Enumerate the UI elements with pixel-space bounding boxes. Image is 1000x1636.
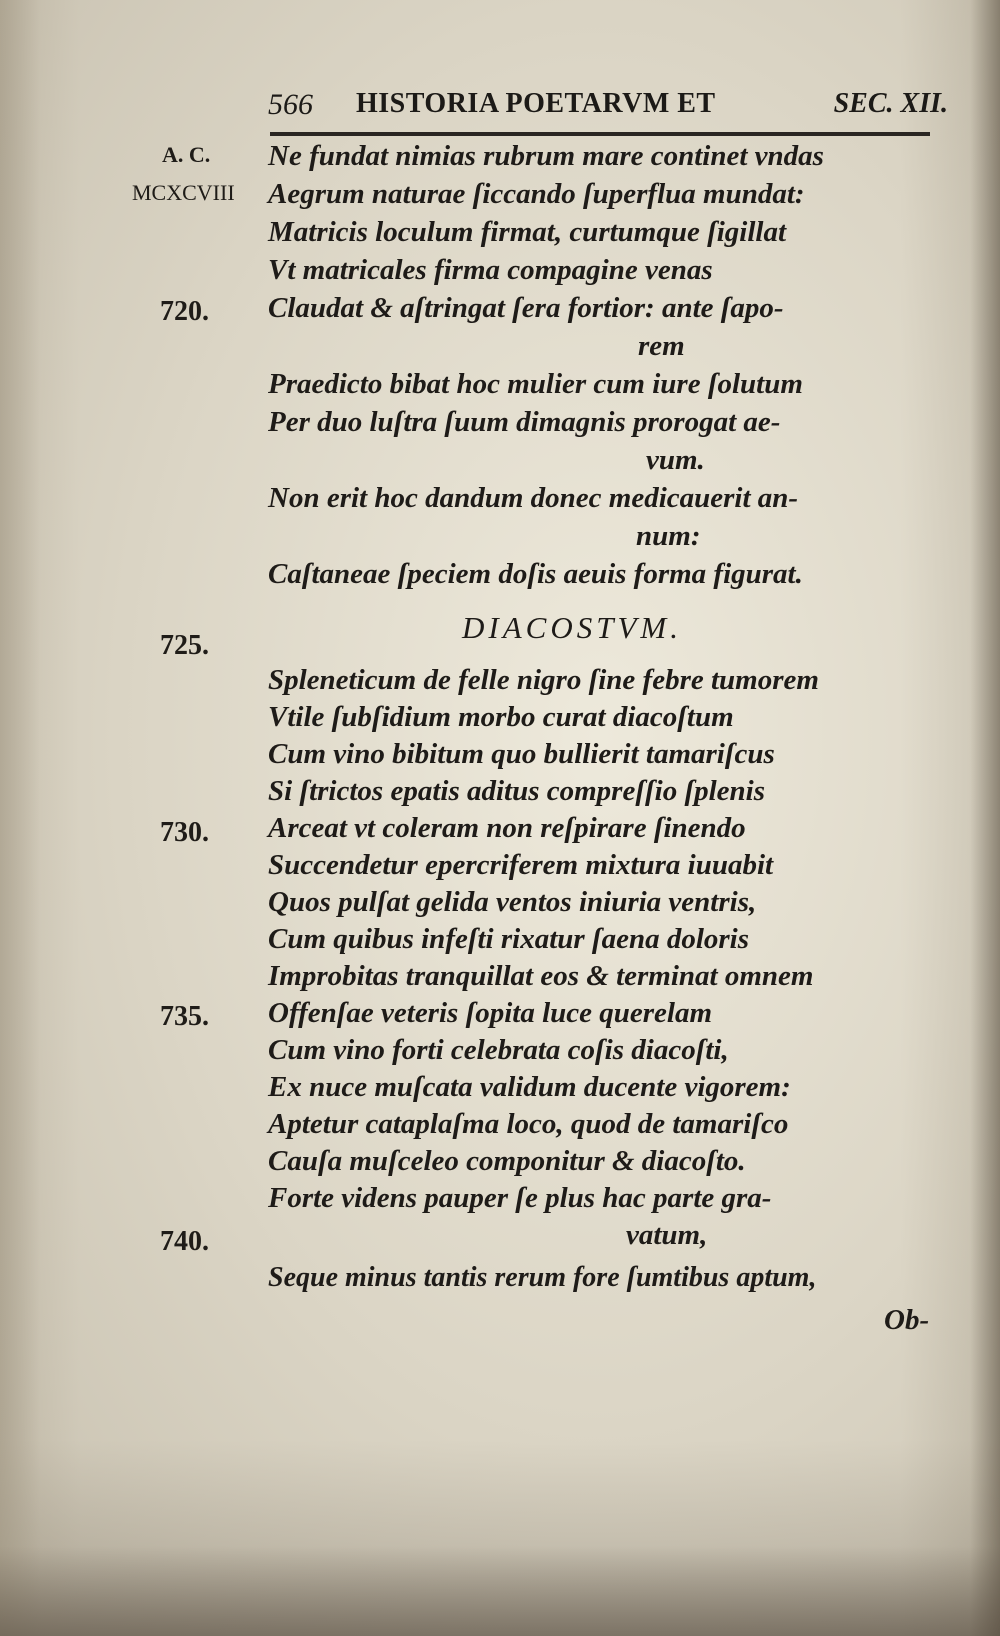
page-left-edge-shadow bbox=[0, 0, 40, 1636]
verse-line: Ex nuce muſcata validum ducente vigorem: bbox=[268, 1071, 791, 1103]
verse-line: Forte videns pauper ſe plus hac parte gra- bbox=[268, 1182, 772, 1214]
verse-continuation: rem bbox=[638, 330, 685, 362]
section-reference: SEC. XII. bbox=[833, 88, 948, 119]
verse-line: Praedicto bibat hoc mulier cum iure ſolutum bbox=[268, 368, 803, 400]
verse-line: Offenſae veteris ſopita luce querelam bbox=[268, 997, 713, 1029]
verse-line: Succendetur epercriferem mixtura iuuabit bbox=[268, 849, 774, 881]
verse-line: Cum vino forti celebrata coſis diacoſti, bbox=[268, 1034, 729, 1066]
line-number: 720. bbox=[160, 296, 209, 327]
verse-line: Improbitas tranquillat eos & terminat omnem bbox=[268, 960, 814, 992]
page-bottom-shadow bbox=[0, 1546, 1000, 1636]
verse-line: Cum vino bibitum quo bullierit tamariſcus bbox=[268, 738, 775, 770]
verse-continuation: vum. bbox=[646, 444, 705, 476]
verse-continuation: num: bbox=[636, 520, 701, 552]
page-right-edge-shadow bbox=[970, 0, 1000, 1636]
verse-line: Cauſa muſceleo componitur & diacoſto. bbox=[268, 1145, 746, 1177]
verse-line: Aptetur cataplaſma loco, quod de tamariſco bbox=[268, 1108, 789, 1140]
verse-continuation: vatum, bbox=[626, 1219, 708, 1251]
running-title: HISTORIA POETARVM ET bbox=[356, 88, 716, 119]
header-rule bbox=[270, 132, 930, 136]
margin-era: A. C. bbox=[162, 142, 211, 167]
verse-line: Caſtaneae ſpeciem doſis aeuis forma figurat. bbox=[268, 558, 803, 590]
verse-line: Per duo luſtra ſuum dimagnis prorogat ae- bbox=[268, 406, 781, 438]
verse-line: Cum quibus infeſti rixatur ſaena doloris bbox=[268, 923, 750, 955]
verse-line: Aegrum naturae ſiccando ſuperflua mundat: bbox=[268, 178, 805, 210]
verse-line: Arceat vt coleram non reſpirare ſinendo bbox=[268, 812, 746, 844]
verse-line: Vtile ſubſidium morbo curat diacoſtum bbox=[268, 701, 734, 733]
line-number: 730. bbox=[160, 817, 209, 848]
page-number: 566 bbox=[268, 88, 313, 121]
verse-line: Ne fundat nimias rubrum mare continet vndas bbox=[268, 140, 824, 172]
verse-line: Non erit hoc dandum donec medicauerit an- bbox=[268, 482, 799, 514]
verse-line: Vt matricales firma compagine venas bbox=[268, 254, 713, 286]
verse-line: Claudat & aſtringat ſera fortior: ante ſapo- bbox=[268, 292, 784, 324]
line-number: 725. bbox=[160, 630, 209, 661]
verse-line: Quos pulſat gelida ventos iniuria ventris, bbox=[268, 886, 757, 918]
section-heading: DIACOSTVM. bbox=[462, 610, 682, 645]
line-number: 740. bbox=[160, 1226, 209, 1257]
verse-line: Si ſtrictos epatis aditus compreſſio ſplenis bbox=[268, 775, 766, 807]
catchword: Ob- bbox=[884, 1304, 930, 1336]
verse-line: Seque minus tantis rerum fore ſumtibus aptum, bbox=[268, 1262, 817, 1293]
margin-year: MCXCVIII bbox=[132, 180, 235, 205]
verse-line: Matricis loculum firmat, curtumque ſigillat bbox=[268, 216, 787, 248]
verse-line: Spleneticum de felle nigro ſine febre tumorem bbox=[268, 664, 819, 696]
running-header bbox=[268, 84, 948, 128]
line-number: 735. bbox=[160, 1001, 209, 1032]
